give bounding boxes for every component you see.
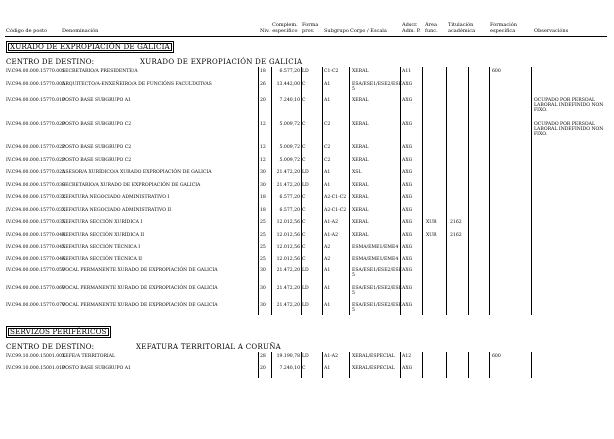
cell-sub: C2 [324,158,331,163]
cell-comp: 21.472,20 [276,170,300,175]
cell-corpo: XERAL [352,195,369,200]
cell-sub: A1 [324,303,331,308]
cell-codigo: IV.C99.10.000.15001.001 [6,354,65,359]
column-rule [322,67,323,315]
cell-niv: 18 [260,208,266,213]
centro-label: CENTRO DE DESTINO: [6,343,95,351]
cell-forma: LD [302,354,309,359]
header-complem: Complem. específico [272,22,298,34]
cell-codigo: IV.C94.00.000.15770.070 [6,303,65,308]
cell-corpo: ESMA/EME1/EME4 [352,245,399,250]
cell-obs: OCUPADO POR PERSOAL LABORAL INDEFINIDO NON FIXO. [534,122,604,138]
cell-area: XUR [426,220,437,225]
cell-forma: C [302,145,306,150]
cell-niv: 30 [260,268,266,273]
column-rule [468,352,469,378]
cell-adscr: AXG [402,145,413,150]
cell-den: POSTO BASE SUBGRUPO A1 [62,366,131,371]
cell-adscr: AXG [402,183,413,188]
cell-niv: 25 [260,257,266,262]
cell-forma: C [302,245,306,250]
column-rule [446,352,447,378]
cell-sub: A1 [324,268,331,273]
cell-codigo: IV.C94.00.000.15770.010 [6,98,65,103]
cell-corpo: XERAL [352,158,369,163]
cell-adscr: AXG [402,220,413,225]
cell-den: POSTO BASE SUBGRUPO C2 [62,145,132,150]
cell-codigo: IV.C94.00.000.15770.040 [6,233,65,238]
cell-comp: 21.472,20 [276,268,300,273]
cell-corpo: XERAL [352,183,369,188]
cell-den: ARQUITECTO/A-ENXEÑEIRO/A DE FUNCIÓNS FACULTATIVAS [62,82,212,87]
header-formacion: Formación específica [490,22,517,34]
cell-adscr: AXG [402,366,413,371]
cell-sub: A1 [324,286,331,291]
cell-sub: A1-A2 [324,233,339,238]
cell-sub: A1 [324,183,331,188]
cell-codigo: IV.C99.10.000.15001.010 [6,366,65,371]
cell-adscr: AXG [402,158,413,163]
cell-niv: 30 [260,303,266,308]
column-rule [422,67,423,315]
cell-codigo: IV.C94.00.000.15770.030 [6,183,65,188]
cell-forma: C [302,257,306,262]
header-codigo: Código de posto [6,28,47,34]
cell-tit: 2162 [450,220,462,225]
cell-corpo: XSL [352,170,362,175]
cell-den: XEFATURA SECCIÓN TÉCNICA II [62,257,142,262]
cell-den: XEFE/A TERRITORIAL [62,354,116,359]
cell-codigo: IV.C94.00.000.15770.025 [6,170,65,175]
centro-name: XURADO DE EXPROPIACIÓN DE GALICIA [140,58,303,66]
cell-den: SECRETARIO/A PRESIDENTE/A [62,69,138,74]
cell-adscr: AXG [402,98,413,103]
cell-niv: 12 [260,145,266,150]
cell-forma: C [302,233,306,238]
cell-codigo: IV.C94.00.000.15770.060 [6,286,65,291]
header-titulacion: Titulación académica [448,22,476,34]
cell-corpo: XERAL/ESPECIAL [352,354,395,359]
cell-forma: LD [302,303,309,308]
cell-forma: LD [302,268,309,273]
cell-sub: C2 [324,122,331,127]
column-rule [349,67,350,315]
cell-adscr: AXG [402,245,413,250]
cell-adscr: AXG [402,122,413,127]
cell-den: VOCAL PERMANENTE XURADO DE EXPROPIACIÓN DE GALICIA [62,303,218,308]
cell-niv: 20 [260,366,266,371]
cell-sub: A1 [324,98,331,103]
cell-codigo: IV.C94.00.000.15770.020 [6,122,65,127]
cell-forma: LD [302,69,309,74]
header-adscr: Adscr. Adm. P. [402,22,421,34]
cell-adscr: AXG [402,170,413,175]
cell-forma: LD [302,286,309,291]
header-niv: Niv. [260,28,270,34]
cell-adscr: AXG [402,303,413,308]
cell-den: POSTO BASE SUBGRUPO C2 [62,122,132,127]
cell-den: XEFATURA NEGOCIADO ADMINISTRATIVO II [62,208,172,213]
cell-codigo: IV.C94.00.000.15770.005 [6,82,65,87]
column-rule [531,352,532,378]
cell-comp: 12.012,56 [276,233,300,238]
cell-forma: C [302,195,306,200]
header-area: Área func. [425,22,438,34]
cell-comp: 21.472,20 [276,286,300,291]
cell-forma: C [302,158,306,163]
header-corpo: Corpo / Escala [350,28,387,34]
cell-codigo: IV.C94.00.000.15770.023 [6,158,65,163]
cell-codigo: IV.C94.00.000.15770.046 [6,257,65,262]
header-observacions: Observacións [534,28,569,34]
cell-forma: LD [302,170,309,175]
cell-codigo: IV.C94.00.000.15770.001 [6,69,65,74]
header-forma: Forma prov. [302,22,319,34]
section-title: XURADO DE EXPROPIACIÓN DE GALICIA [6,41,174,53]
cell-adscr: AXG [402,195,413,200]
cell-corpo: ESA/ESE1/ESE2/ESE 5 [352,82,402,93]
header-denominacion: Denominación [62,28,99,34]
cell-niv: 30 [260,286,266,291]
cell-niv: 25 [260,233,266,238]
cell-form: 600 [492,69,501,74]
cell-corpo: XERAL [352,145,369,150]
cell-adscr: A11 [402,69,412,74]
column-rule [468,67,469,315]
column-rule [271,67,272,315]
cell-codigo: IV.C94.00.000.15770.045 [6,245,65,250]
cell-niv: 28 [260,354,266,359]
cell-adscr: A12 [402,354,412,359]
cell-codigo: IV.C94.00.000.15770.033 [6,208,65,213]
cell-comp: 21.472,20 [276,303,300,308]
column-rule [446,67,447,315]
cell-den: XEFATURA NEGOCIADO ADMINISTRATIVO I [62,195,170,200]
cell-comp: 7.240,10 [279,366,300,371]
section-title: SERVIZOS PERIFÉRICOS [6,326,111,338]
cell-corpo: XERAL [352,122,369,127]
cell-sub: C1-C2 [324,69,339,74]
column-rule [322,352,323,378]
cell-comp: 13.442,00 [276,82,300,87]
cell-sub: A1 [324,170,331,175]
cell-niv: 18 [260,69,266,74]
cell-niv: 12 [260,122,266,127]
cell-codigo: IV.C94.00.000.15770.032 [6,195,65,200]
cell-sub: A1-A2 [324,354,339,359]
cell-sub: A2 [324,257,331,262]
column-rule [531,67,532,315]
cell-sub: A2 [324,245,331,250]
cell-sub: A2-C1-C2 [324,195,347,200]
cell-corpo: XERAL [352,69,369,74]
cell-codigo: IV.C94.00.000.15770.035 [6,220,65,225]
cell-corpo: ESMA/EME1/EME4 [352,257,399,262]
cell-niv: 20 [260,98,266,103]
centro-label: CENTRO DE DESTINO: [6,58,95,66]
cell-comp: 12.012,56 [276,257,300,262]
cell-den: XEFATURA SECCIÓN TÉCNICA I [62,245,141,250]
cell-forma: C [302,82,306,87]
cell-corpo: ESA/ESE1/ESE2/ESE 5 [352,286,402,297]
cell-comp: 6.577,20 [279,208,300,213]
header-subgrupo: Subgrupo [324,28,349,34]
column-rule [422,352,423,378]
cell-adscr: AXG [402,208,413,213]
cell-codigo: IV.C94.00.000.15770.050 [6,268,65,273]
column-rule [258,352,259,378]
cell-comp: 12.012,56 [276,220,300,225]
cell-comp: 5.009,72 [279,122,300,127]
cell-tit: 2162 [450,233,462,238]
cell-adscr: AXG [402,233,413,238]
cell-den: VOCAL PERMANENTE XURADO DE EXPROPIACIÓN DE GALICIA [62,268,218,273]
cell-corpo: XERAL [352,233,369,238]
cell-comp: 12.012,56 [276,245,300,250]
cell-niv: 12 [260,158,266,163]
centro-name: XEFATURA TERRITORIAL A CORUÑA [136,343,282,351]
column-rule [489,67,490,315]
cell-obs: OCUPADO POR PERSOAL LABORAL INDEFINIDO NON FIXO. [534,98,604,114]
cell-adscr: AXG [402,286,413,291]
cell-forma: C [302,122,306,127]
cell-form: 600 [492,354,501,359]
cell-corpo: XERAL [352,98,369,103]
cell-niv: 25 [260,245,266,250]
cell-sub: A1 [324,82,331,87]
cell-comp: 5.009,72 [279,145,300,150]
cell-comp: 6.577,20 [279,195,300,200]
cell-forma: C [302,366,306,371]
cell-sub: A2-C1-C2 [324,208,347,213]
cell-codigo: IV.C94.00.000.15770.022 [6,145,65,150]
column-rule [489,352,490,378]
cell-comp: 7.240,10 [279,98,300,103]
cell-sub: A1-A2 [324,220,339,225]
cell-adscr: AXG [402,268,413,273]
cell-corpo: XERAL/ESPECIAL [352,366,395,371]
cell-niv: 30 [260,183,266,188]
cell-corpo: XERAL [352,208,369,213]
cell-niv: 26 [260,82,266,87]
cell-forma: C [302,220,306,225]
cell-niv: 18 [260,195,266,200]
cell-forma: LD [302,183,309,188]
cell-corpo: ESA/ESE1/ESE2/ESE 5 [352,303,402,314]
cell-comp: 19.190,78 [276,354,300,359]
cell-comp: 6.577,20 [279,69,300,74]
cell-den: XEFATURA SECCIÓN XURÍDICA II [62,233,145,238]
header-rule [5,36,607,37]
cell-adscr: AXG [402,257,413,262]
cell-den: POSTO BASE SUBGRUPO A1 [62,98,131,103]
cell-forma: C [302,98,306,103]
column-rule [301,67,302,315]
cell-area: XUR [426,233,437,238]
cell-adscr: AXG [402,82,413,87]
cell-den: ASESOR/A XURÍDICO/A XURADO EXPROPIACIÓN DE GALICIA [62,170,212,175]
cell-niv: 25 [260,220,266,225]
cell-den: SECRETARIO/A XURADO DE EXPROPIACIÓN DE GALICIA [62,183,201,188]
cell-den: VOCAL PERMANENTE XURADO DE EXPROPIACIÓN DE GALICIA [62,286,218,291]
cell-corpo: XERAL [352,220,369,225]
cell-niv: 30 [260,170,266,175]
column-rule [258,67,259,315]
cell-sub: C2 [324,145,331,150]
cell-sub: A1 [324,366,331,371]
cell-comp: 5.009,72 [279,158,300,163]
cell-den: XEFATURA SECCIÓN XURÍDICA I [62,220,143,225]
column-rule [349,352,350,378]
cell-comp: 21.472,20 [276,183,300,188]
cell-forma: C [302,208,306,213]
cell-den: POSTO BASE SUBGRUPO C2 [62,158,132,163]
cell-corpo: ESA/ESE1/ESE2/ESE 5 [352,268,402,279]
